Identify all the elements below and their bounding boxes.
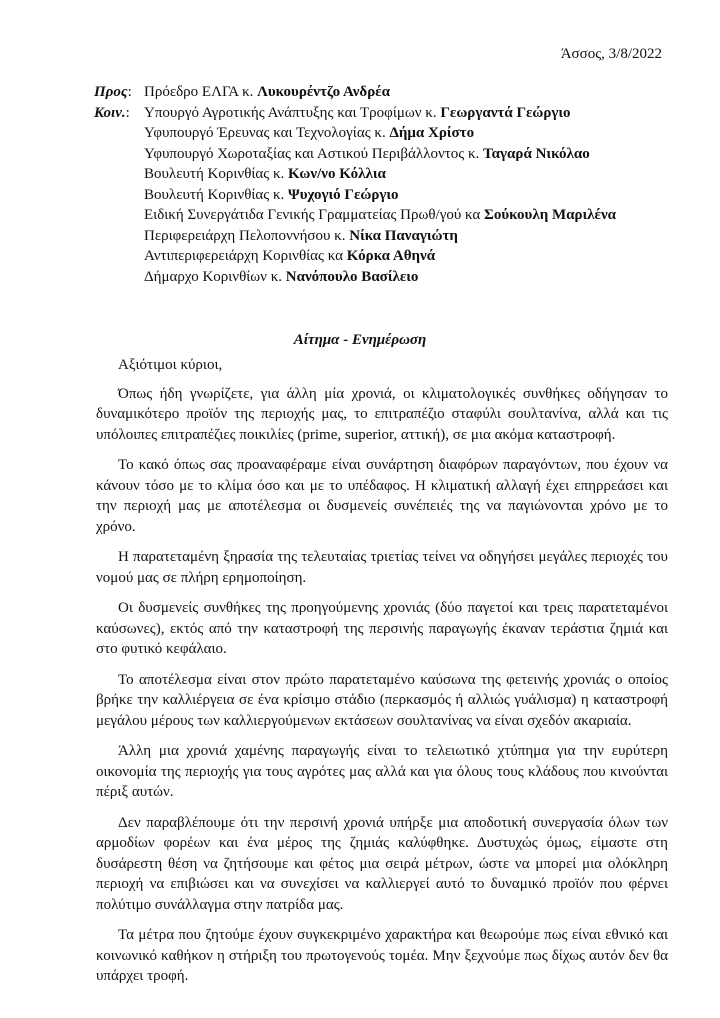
salutation: Αξιότιμοι κύριοι, xyxy=(118,357,223,373)
to-label: Προς xyxy=(94,84,128,100)
cc-recipient xyxy=(94,185,694,206)
cc-recipient xyxy=(94,226,694,247)
cc-title: Υφυπουργό Έρευνας και Τεχνολογίας κ. xyxy=(144,125,390,141)
cc-title: Περιφερειάρχη Πελοποννήσου κ. xyxy=(144,227,350,244)
cc-title: Αντιπεριφερειάρχη Κορινθίας κα xyxy=(144,248,347,264)
cc-label-group xyxy=(94,103,144,124)
cc-name: Γεωργαντά Γεώργιο xyxy=(440,104,571,121)
cc-name: Ψυχογιό Γεώργιο xyxy=(288,186,399,203)
cc-recipient xyxy=(94,267,694,288)
cc-recipient xyxy=(94,246,694,267)
cc-name: Νίκα Παναγιώτη xyxy=(349,227,458,244)
cc-recipient xyxy=(144,103,694,124)
to-colon: : xyxy=(127,84,132,100)
cc-name: Κων/νο Κόλλια xyxy=(288,166,386,182)
body-paragraph: Η παρατεταμένη ξηρασία της τελευταίας τριετίας τείνει να οδηγήσει μεγάλες περιοχές του νομού μας σε πλήρη ερημοποίηση. xyxy=(96,549,668,586)
body-paragraph: Τα μέτρα που ζητούμε έχουν συγκεκριμένο χαρακτήρα και θεωρούμε πως είναι εθνικό και κοινωνικό καθήκον η στήριξη του πρωτογενούς τομέα. Μην ξεχνούμε πως δίχως αυτόν δεν θα υπάρχει τροφή. xyxy=(96,927,668,984)
to-label-group xyxy=(94,82,144,103)
to-recipient xyxy=(144,82,694,103)
cc-line xyxy=(94,103,694,124)
cc-recipient xyxy=(94,144,694,165)
cc-title: Ειδική Συνεργάτιδα Γενικής Γραμματείας Πρωθ/γού κα xyxy=(144,207,485,223)
to-name: Λυκουρέντζο Ανδρέα xyxy=(257,84,391,100)
letter-title: Αίτημα - Ενημέρωση xyxy=(293,332,427,348)
letter-body xyxy=(96,355,668,997)
body-paragraph: Το κακό όπως σας προαναφέραμε είναι συνάρτηση διαφόρων παραγόντων, που έχουν να κάνουν τόσο με το κλίμα όσο και με το υπέδαφος. Η κλιματική αλλαγή έχει επηρρεάσει και την περιοχή μας με αποτέλεσμα οι δυσμενείς συνέπειές της να παγιώνονται χρόνο με το χρόνο. xyxy=(96,457,668,535)
cc-name: Νανόπουλο Βασίλειο xyxy=(285,268,419,285)
body-paragraph: Οι δυσμενείς συνθήκες της προηγούμενης χρονιάς (δύο παγετοί και τρεις παρατεταμένοι καύσωνες), εκτός από την καταστροφή της περσινής παραγωγής έκαναν τεράστια ζημιά και στο φυτικό κεφάλαιο. xyxy=(96,600,668,657)
cc-label: Κοιν. xyxy=(94,104,126,121)
body-paragraph: Δεν παραβλέπουμε ότι την περσινή χρονιά υπήρξε μια αποδοτική συνεργασία όλων των αρμοδίων φορέων και ένα μέρος της ζημιάς καλύφθηκε. Δυστυχώς όμως, είμαστε στη δυσάρεστη θέση να ζητήσουμε και φέτος μια σειρά μέτρων, ώστε να μπορεί μια ολόκληρη περιοχή να επιβιώσει και να συνεχίσει να καλλιεργεί αυτό το δυναμικό προϊόν που φέρνει πολύτιμο συνάλλαγμα στην πατρίδα μας. xyxy=(96,814,668,913)
cc-name: Δήμα Χρίστο xyxy=(389,125,475,141)
cc-recipient xyxy=(94,205,694,226)
cc-title: Υφυπουργό Χωροταξίας και Αστικού Περιβάλλοντος κ. xyxy=(144,145,484,162)
body-paragraph: Όπως ήδη γνωρίζετε, για άλλη μία χρονιά, οι κλιματολογικές συνθήκες οδήγησαν το δυναμικότερο προϊόν της περιοχής μας, το επιτραπέζιο σταφύλι σουλτανίνα, αλλά και τις υπόλοιπες επιτραπέζιες ποικιλίες (prime, superior, αττική), σε μια ακόμα καταστροφή. xyxy=(96,385,668,443)
letter-date: Άσσος, 3/8/2022 xyxy=(560,46,662,62)
body-paragraph: Το αποτέλεσμα είναι στον πρώτο παρατεταμένο καύσωνα της φετεινής χρονιάς ο οποίος βρήκε την καλλιέργεια σε ένα κρίσιμο στάδιο (περκασμός ή αλλιώς γυάλισμα) η καταστροφή μεγάλου μέρους των καλλιεργούμενων εκτάσεων σουλτανίνας να είναι σχεδόν ακαριαία. xyxy=(96,671,668,729)
cc-title: Βουλευτή Κορινθίας κ. xyxy=(144,186,289,203)
cc-title: Δήμαρχο Κορινθίων κ. xyxy=(144,268,286,285)
to-title: Πρόεδρο ΕΛΓΑ κ. xyxy=(144,84,258,100)
cc-name: Σούκουλη Μαριλένα xyxy=(484,207,617,223)
body-paragraph: Άλλη μια χρονιά χαμένης παραγωγής είναι το τελειωτικό χτύπημα για την ευρύτερη οικονομία της περιοχής για τους αγρότες μας αλλά και για όλους τους κλάδους που κινούνται πέριξ αυτών. xyxy=(96,743,668,800)
cc-name: Κόρκα Αθηνά xyxy=(346,248,436,264)
to-line xyxy=(94,82,694,103)
recipients-block xyxy=(94,82,694,287)
cc-recipient xyxy=(94,164,694,185)
cc-title: Υπουργό Αγροτικής Ανάπτυξης και Τροφίμων κ. xyxy=(144,104,441,121)
cc-name: Ταγαρά Νικόλαο xyxy=(483,145,590,162)
cc-colon: : xyxy=(125,104,130,121)
cc-title: Βουλευτή Κορινθίας κ. xyxy=(144,166,289,182)
cc-recipient xyxy=(94,123,694,144)
